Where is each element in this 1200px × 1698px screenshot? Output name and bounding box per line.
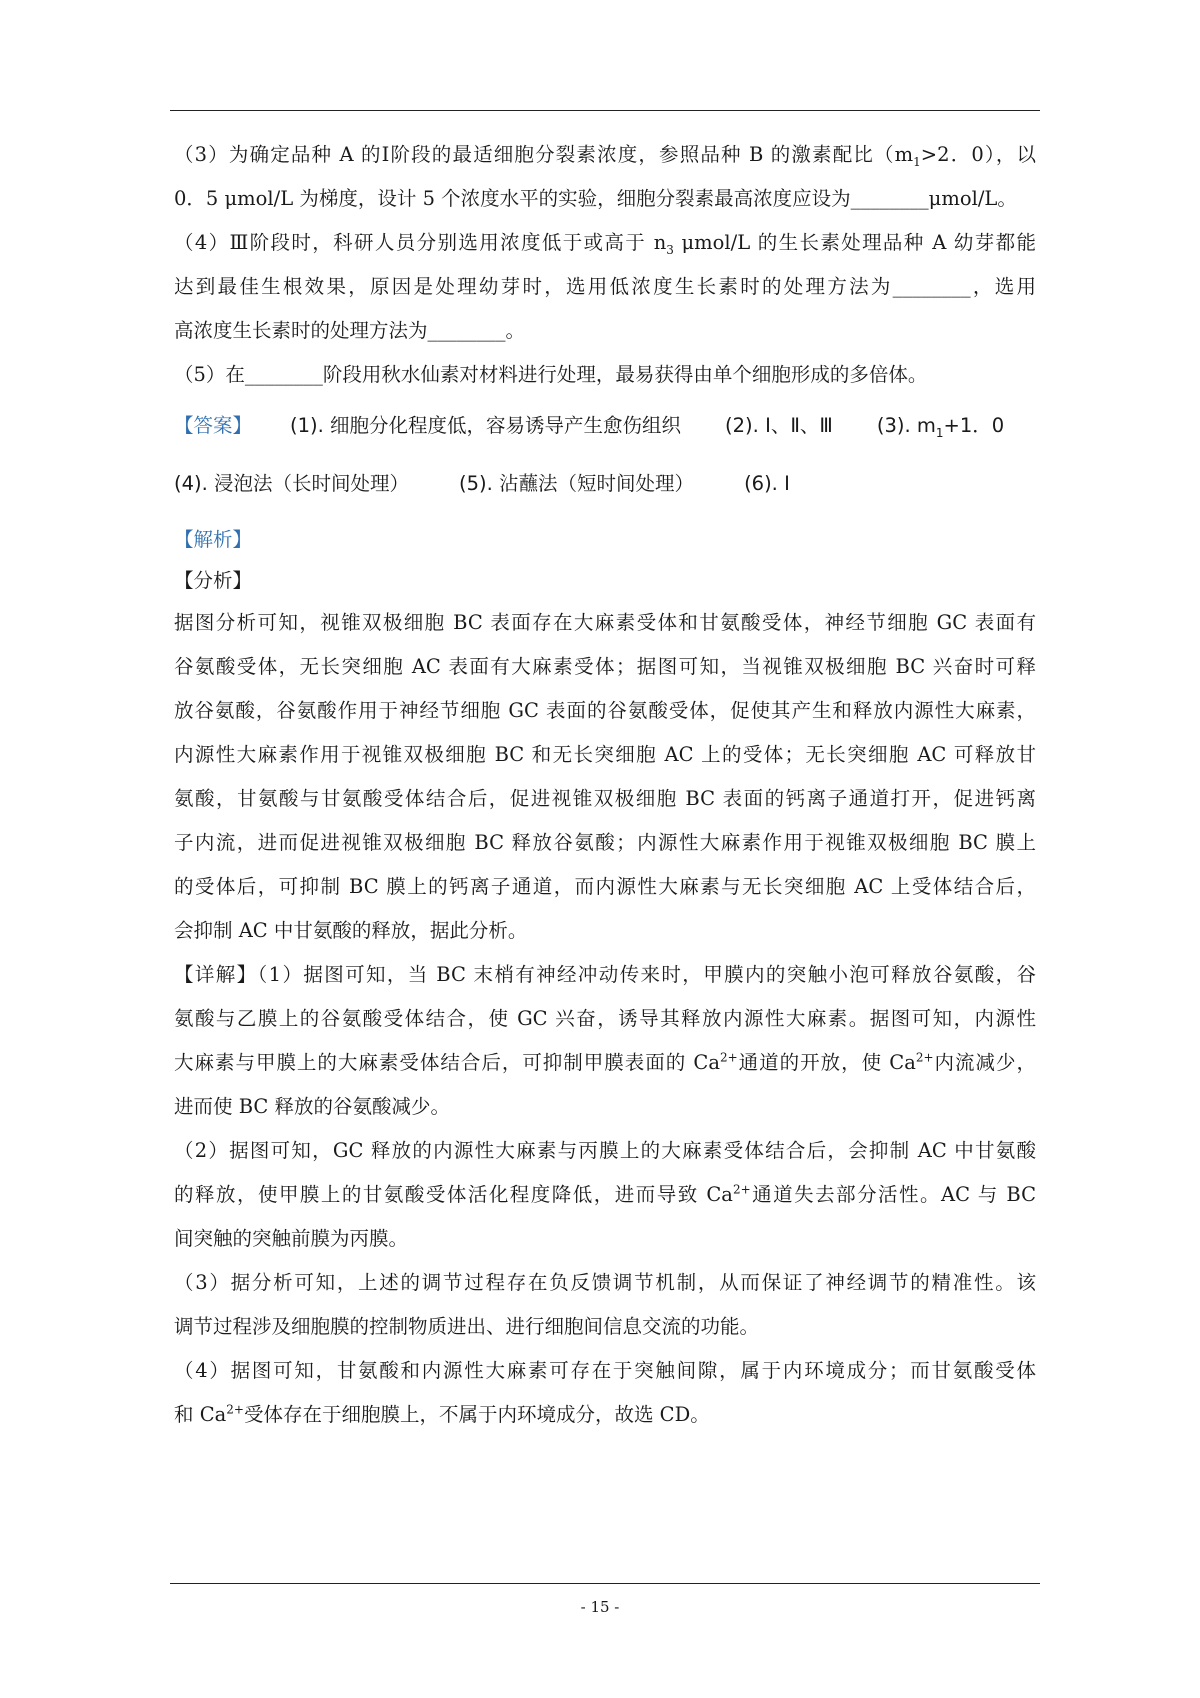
jiexi-tag: 【解析】: [174, 528, 253, 551]
fenxi-line: 的受体后，可抑制 BC 膜上的钙离子通道，而内源性大麻素与无长突细胞 AC 上受体结合后，: [174, 875, 1036, 898]
detail-p1-line-2: 氨酸与乙膜上的谷氨酸受体结合，使 GC 兴奋，诱导其释放内源性大麻素。据图可知，内源性: [174, 1007, 1036, 1030]
fenxi-line: 内源性大麻素作用于视锥双极细胞 BC 和无长突细胞 AC 上的受体；无长突细胞 AC 可释放甘: [174, 743, 1036, 766]
fenxi-tag: 【分析】: [174, 569, 253, 592]
header-rule: [170, 110, 1040, 111]
fenxi-line: 据图分析可知，视锥双极细胞 BC 表面存在大麻素受体和甘氨酸受体，神经节细胞 GC 表面有: [174, 611, 1036, 634]
answer-tag: 【答案】: [174, 414, 253, 437]
fenxi-line: 氨酸，甘氨酸与甘氨酸受体结合后，促进视锥双极细胞 BC 表面的钙离子通道打开，促进钙离: [174, 787, 1036, 810]
detail-p3-line-2: 调节过程涉及细胞膜的控制物质进出、进行细胞间信息交流的功能。: [174, 1315, 760, 1338]
fenxi-line: 放谷氨酸，谷氨酸作用于神经节细胞 GC 表面的谷氨酸受体，促使其产生和释放内源性大麻素，: [174, 699, 1036, 722]
detail-p3-line-1: （3）据分析可知，上述的调节过程存在负反馈调节机制，从而保证了神经调节的精准性。该: [174, 1271, 1036, 1294]
detail-p1-line-4: 进而使 BC 释放的谷氨酸减少。: [174, 1095, 451, 1118]
q5-line-1: （5）在________阶段用秋水仙素对材料进行处理，最易获得由单个细胞形成的多倍体。: [174, 363, 928, 386]
q3-line-2: 0．5 μmol/L 为梯度，设计 5 个浓度水平的实验，细胞分裂素最高浓度应设为________μmol/L。: [174, 187, 1017, 210]
answer-5: (5). 沾蘸法（短时间处理）: [459, 472, 695, 495]
detail-p4-line-1: （4）据图可知，甘氨酸和内源性大麻素可存在于突触间隙，属于内环境成分；而甘氨酸受体: [174, 1359, 1036, 1382]
page-number: - 15 -: [580, 1598, 620, 1616]
detail-p2-line-3: 间突触的突触前膜为丙膜。: [174, 1227, 409, 1250]
fenxi-line: 会抑制 AC 中甘氨酸的释放，据此分析。: [174, 919, 528, 942]
q4-line-2: 达到最佳生根效果，原因是处理幼芽时，选用低浓度生长素时的处理方法为________，选用: [174, 275, 1036, 298]
q4-line-1: （4）Ⅲ阶段时，科研人员分别选用浓度低于或高于 $n_3$ μmol/L 的生长素处理品种 A 幼芽都能: [174, 231, 1036, 257]
footer-rule: [170, 1583, 1040, 1584]
fenxi-line: 子内流，进而促进视锥双极细胞 BC 释放谷氨酸；内源性大麻素作用于视锥双极细胞 BC 膜上: [174, 831, 1036, 854]
q4-line-3: 高浓度生长素时的处理方法为________。: [174, 319, 526, 342]
answer-line-1: [174, 411, 1004, 441]
answer-1: (1). 细胞分化程度低，容易诱导产生愈伤组织: [290, 414, 682, 437]
answer-2: (2). Ⅰ、Ⅱ、Ⅲ: [725, 414, 833, 437]
answer-line-2: [174, 469, 790, 499]
answer-6: (6). Ⅰ: [744, 472, 790, 495]
detail-p1-line-1: 【详解】（1）据图可知，当 BC 末梢有神经冲动传来时，甲膜内的突触小泡可释放谷氨酸，谷: [174, 963, 1036, 986]
answer-3: (3). $m_1+1$．0: [876, 414, 1005, 440]
detail-p2-line-1: （2）据图可知，GC 释放的内源性大麻素与丙膜上的大麻素受体结合后，会抑制 AC 中甘氨酸: [174, 1139, 1036, 1162]
detail-p2-line-2: 的释放，使甲膜上的甘氨酸受体活化程度降低，进而导致 $Ca^{2+}$通道失去部分活性。AC 与 BC: [174, 1182, 1036, 1206]
detail-tag: 【详解】: [174, 963, 258, 986]
fenxi-line: 谷氨酸受体，无长突细胞 AC 表面有大麻素受体；据图可知，当视锥双极细胞 BC 兴奋时可释: [174, 655, 1036, 678]
q3-line-1: （3）为确定品种 A 的Ⅰ阶段的最适细胞分裂素浓度，参照品种 B 的激素配比（$m_1>2$．0），以: [174, 143, 1036, 169]
detail-p4-line-2: 和 $Ca^{2+}$受体存在于细胞膜上，不属于内环境成分，故选 CD。: [174, 1402, 710, 1426]
answer-4: (4). 浸泡法（长时间处理）: [174, 472, 410, 495]
detail-p1-line-3: 大麻素与甲膜上的大麻素受体结合后，可抑制甲膜表面的 $Ca^{2+}$通道的开放，使 $Ca^{2+}$内流减少，: [174, 1050, 1036, 1074]
